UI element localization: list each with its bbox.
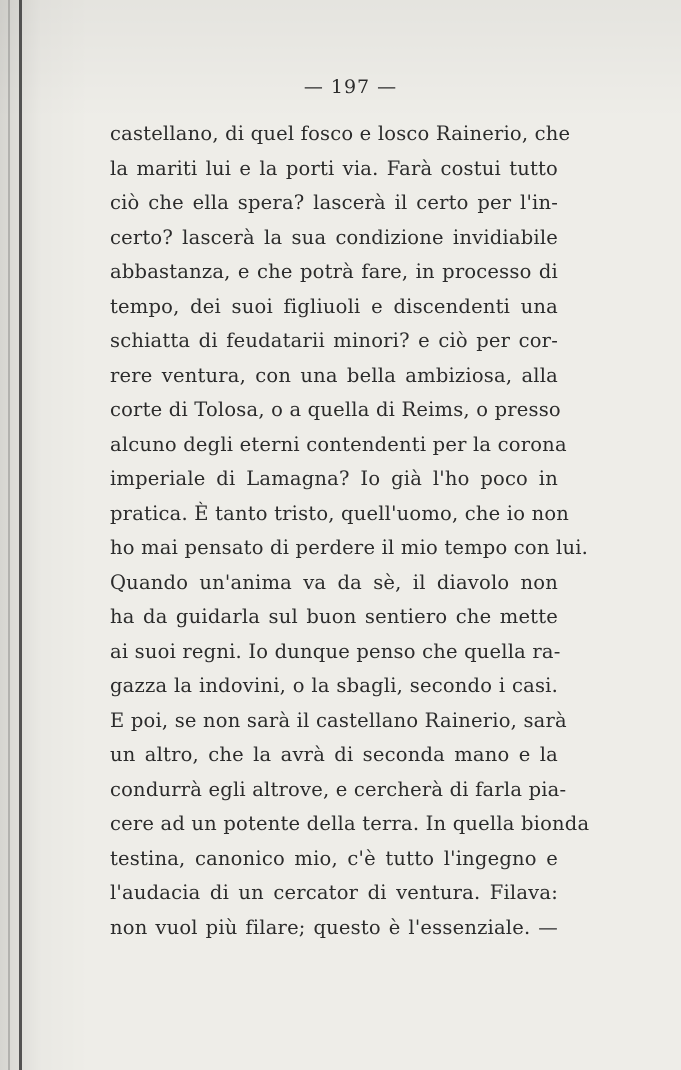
text-line: la mariti lui e la porti via. Farà costui tutto — [110, 156, 558, 180]
text-line: imperiale di Lamagna? Io già l'ho poco in — [110, 467, 558, 490]
text-line: un altro, che la avrà di seconda mano e la — [110, 743, 558, 766]
text-line: schiatta di feudatarii minori? e ciò per cor- — [110, 329, 558, 352]
text-line: rere ventura, con una bella ambiziosa, alla — [110, 363, 558, 387]
text-line: certo? lascerà la sua condizione invidiabile — [110, 225, 558, 249]
text-line: abbastanza, e che potrà fare, in processo di — [110, 260, 558, 283]
text-line: ha da guidarla sul buon sentiero che mette — [110, 605, 558, 628]
text-line: E poi, se non sarà il castellano Rainerio, sarà — [110, 708, 567, 732]
page-number: — 197 — — [303, 76, 398, 98]
text-line: non vuol più filare; questo è l'essenziale. — — [110, 915, 558, 939]
text-line: l'audacia di un cercator di ventura. Filava: — [110, 881, 558, 904]
binding-edge — [19, 0, 22, 1070]
text-line: Quando un'anima va da sè, il diavolo non — [110, 570, 558, 594]
text-line: ciò che ella spera? lascerà il certo per l'in- — [110, 191, 558, 214]
binding-shadow — [8, 0, 10, 1070]
text-line: condurrà egli altrove, e cercherà di farla pia- — [110, 777, 567, 801]
text-line: testina, canonico mio, c'è tutto l'ingegno e — [110, 846, 558, 870]
text-line: cere ad un potente della terra. In quella bionda — [110, 812, 590, 835]
text-line: alcuno degli eterni contendenti per la corona — [110, 432, 567, 456]
body-text — [110, 117, 590, 945]
text-line: ho mai pensato di perdere il mio tempo con lui. — [110, 536, 589, 559]
text-line: tempo, dei suoi figliuoli e discendenti una — [110, 294, 558, 318]
text-line: gazza la indovini, o la sbagli, secondo i casi. — [110, 674, 558, 697]
text-line: corte di Tolosa, o a quella di Reims, o presso — [110, 398, 561, 421]
text-line: castellano, di quel fosco e losco Rainerio, che — [110, 122, 571, 145]
text-line: pratica. È tanto tristo, quell'uomo, che io non — [110, 501, 570, 525]
text-line: ai suoi regni. Io dunque penso che quella ra- — [110, 639, 561, 663]
